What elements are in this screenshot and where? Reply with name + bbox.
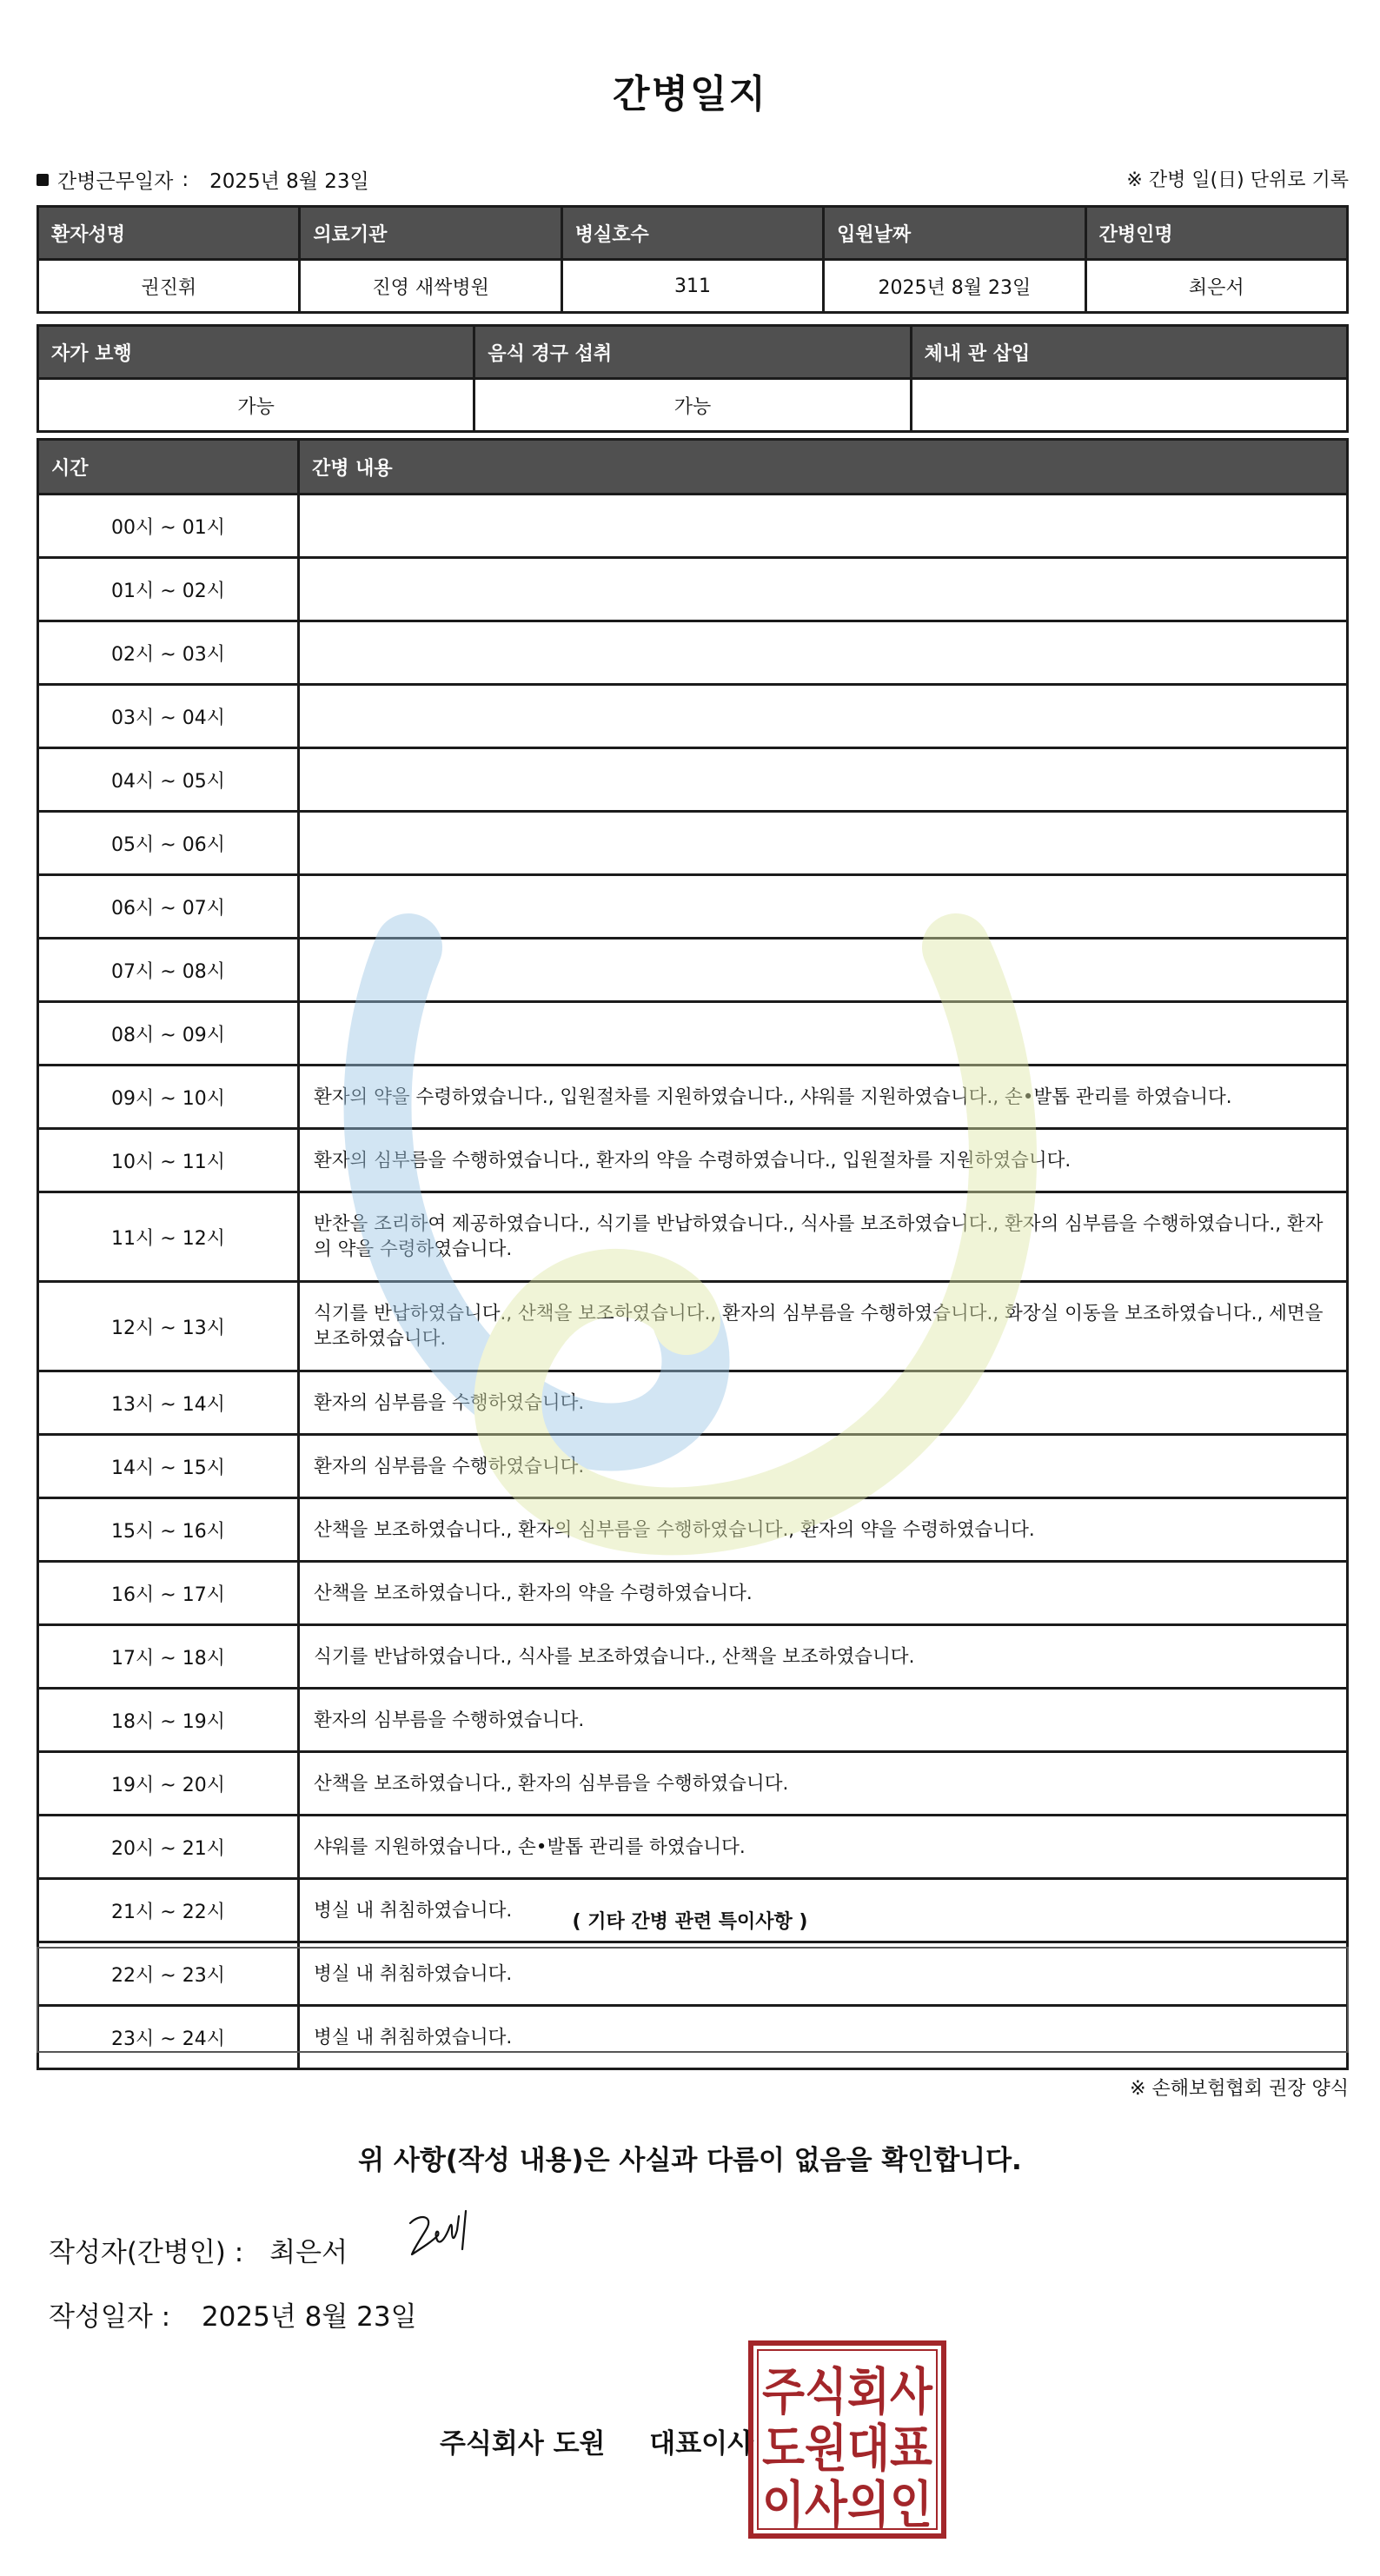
table-row bbox=[38, 1625, 1348, 1689]
header-room-number: 병실호수 bbox=[561, 207, 823, 260]
time-cell: 01시 ~ 02시 bbox=[38, 558, 299, 621]
tube-insertion-value bbox=[911, 379, 1347, 432]
content-cell: 산책을 보조하였습니다., 환자의 심부름을 수행하였습니다., 환자의 약을 수령하였습니다. bbox=[299, 1498, 1348, 1562]
header-care-content: 간병 내용 bbox=[299, 440, 1348, 495]
seal-line-2: 도원대표 bbox=[762, 2419, 932, 2478]
table-row bbox=[38, 1282, 1348, 1371]
notes-title: ( 기타 간병 관련 특이사항 ) bbox=[572, 1911, 808, 1933]
content-cell bbox=[299, 748, 1348, 812]
time-cell: 08시 ~ 09시 bbox=[38, 1002, 299, 1066]
writer-line bbox=[49, 2230, 348, 2269]
content-cell bbox=[299, 495, 1348, 558]
patient-info-value-row bbox=[38, 260, 1348, 313]
header-admission-date: 입원날짜 bbox=[824, 207, 1085, 260]
caregiver-name-value: 최은서 bbox=[1085, 260, 1347, 313]
table-row bbox=[38, 1816, 1348, 1879]
time-cell: 13시 ~ 14시 bbox=[38, 1371, 299, 1435]
time-cell: 16시 ~ 17시 bbox=[38, 1562, 299, 1625]
content-cell: 환자의 심부름을 수행하였습니다. bbox=[299, 1371, 1348, 1435]
hospital-value: 진영 새싹병원 bbox=[300, 260, 561, 313]
care-log-header-row bbox=[38, 440, 1348, 495]
company-representative: 대표이사 bbox=[649, 2428, 754, 2460]
time-cell: 11시 ~ 12시 bbox=[38, 1192, 299, 1282]
time-cell: 18시 ~ 19시 bbox=[38, 1689, 299, 1752]
writer-label: 작성자(간병인) : bbox=[49, 2237, 244, 2268]
content-cell bbox=[299, 812, 1348, 875]
table-row bbox=[38, 1129, 1348, 1192]
time-cell: 12시 ~ 13시 bbox=[38, 1282, 299, 1371]
content-cell: 환자의 심부름을 수행하였습니다. bbox=[299, 1689, 1348, 1752]
content-cell: 환자의 심부름을 수행하였습니다., 환자의 약을 수령하였습니다., 입원절차를 지원하였습니다. bbox=[299, 1129, 1348, 1192]
seal-line-3: 이사의인 bbox=[762, 2475, 932, 2534]
patient-info-table bbox=[36, 205, 1349, 314]
seal-line-1: 주식회사 bbox=[762, 2362, 933, 2421]
table-row bbox=[38, 1192, 1348, 1282]
time-cell: 04시 ~ 05시 bbox=[38, 748, 299, 812]
content-cell bbox=[299, 939, 1348, 1002]
table-row bbox=[38, 1066, 1348, 1129]
time-cell: 05시 ~ 06시 bbox=[38, 812, 299, 875]
table-row bbox=[38, 1002, 1348, 1066]
table-row bbox=[38, 812, 1348, 875]
unit-note: ※ 간병 일(日) 단위로 기록 bbox=[1126, 169, 1349, 191]
patient-status-table bbox=[36, 324, 1349, 433]
signature-icon bbox=[405, 2204, 492, 2265]
bullet-square-icon bbox=[36, 174, 49, 186]
table-row bbox=[38, 621, 1348, 685]
company-seal-icon bbox=[747, 2340, 947, 2539]
work-date-value: 2025년 8월 23일 bbox=[209, 170, 369, 193]
time-cell: 22시 ~ 23시 bbox=[38, 1942, 299, 2006]
content-cell bbox=[299, 685, 1348, 748]
table-row bbox=[38, 1371, 1348, 1435]
content-cell: 환자의 약을 수령하였습니다., 입원절차를 지원하였습니다., 샤워를 지원하였습니다., 손•발톱 관리를 하였습니다. bbox=[299, 1066, 1348, 1129]
work-date-separator: : bbox=[182, 168, 189, 191]
work-date-line bbox=[36, 165, 369, 194]
admission-date-value: 2025년 8월 23일 bbox=[824, 260, 1085, 313]
content-cell: 산책을 보조하였습니다., 환자의 약을 수령하였습니다. bbox=[299, 1562, 1348, 1625]
table-row bbox=[38, 1689, 1348, 1752]
header-tube-insertion: 체내 관 삽입 bbox=[911, 326, 1347, 379]
company-name: 주식회사 도원 bbox=[440, 2428, 606, 2460]
page-title: 간병일지 bbox=[612, 72, 767, 116]
content-cell: 반찬을 조리하여 제공하였습니다., 식기를 반납하였습니다., 식사를 보조하였습니다., 환자의 심부름을 수행하였습니다., 환자의 약을 수령하였습니다. bbox=[299, 1192, 1348, 1282]
table-row bbox=[38, 685, 1348, 748]
table-row bbox=[38, 875, 1348, 939]
content-cell: 산책을 보조하였습니다., 환자의 심부름을 수행하였습니다. bbox=[299, 1752, 1348, 1816]
room-number-value: 311 bbox=[561, 260, 823, 313]
written-date-value: 2025년 8월 23일 bbox=[201, 2301, 417, 2333]
header-patient-name: 환자성명 bbox=[38, 207, 300, 260]
patient-name-value: 권진휘 bbox=[38, 260, 300, 313]
time-cell: 02시 ~ 03시 bbox=[38, 621, 299, 685]
oral-intake-value: 가능 bbox=[474, 379, 911, 432]
content-cell: 병실 내 취침하였습니다. bbox=[299, 2006, 1348, 2069]
status-value-row bbox=[38, 379, 1348, 432]
time-cell: 07시 ~ 08시 bbox=[38, 939, 299, 1002]
header-oral-intake: 음식 경구 섭취 bbox=[474, 326, 911, 379]
care-log-table bbox=[36, 438, 1349, 2070]
time-cell: 15시 ~ 16시 bbox=[38, 1498, 299, 1562]
header-time: 시간 bbox=[38, 440, 299, 495]
time-cell: 21시 ~ 22시 bbox=[38, 1879, 299, 1942]
content-cell bbox=[299, 1002, 1348, 1066]
confirmation-statement: 위 사항(작성 내용)은 사실과 다름이 없음을 확인합니다. bbox=[358, 2145, 1022, 2176]
time-cell: 09시 ~ 10시 bbox=[38, 1066, 299, 1129]
company-line bbox=[440, 2421, 753, 2460]
content-cell: 병실 내 취침하였습니다. bbox=[299, 1879, 1348, 1942]
table-row bbox=[38, 1498, 1348, 1562]
time-cell: 19시 ~ 20시 bbox=[38, 1752, 299, 1816]
header-caregiver-name: 간병인명 bbox=[1085, 207, 1347, 260]
special-notes-box bbox=[36, 1947, 1349, 2053]
content-cell: 샤워를 지원하였습니다., 손•발톱 관리를 하였습니다. bbox=[299, 1816, 1348, 1879]
table-row bbox=[38, 558, 1348, 621]
time-cell: 10시 ~ 11시 bbox=[38, 1129, 299, 1192]
table-row bbox=[38, 748, 1348, 812]
patient-info-header-row bbox=[38, 207, 1348, 260]
time-cell: 17시 ~ 18시 bbox=[38, 1625, 299, 1689]
header-self-walking: 자가 보행 bbox=[38, 326, 474, 379]
content-cell: 식기를 반납하였습니다., 산책을 보조하였습니다., 환자의 심부름을 수행하였습니다., 화장실 이동을 보조하였습니다., 세면을 보조하였습니다. bbox=[299, 1282, 1348, 1371]
source-note: ※ 손해보험협회 권장 양식 bbox=[1130, 2078, 1349, 2100]
status-header-row bbox=[38, 326, 1348, 379]
time-cell: 20시 ~ 21시 bbox=[38, 1816, 299, 1879]
work-date-label: 간병근무일자 bbox=[57, 170, 174, 193]
table-row bbox=[38, 1435, 1348, 1498]
time-cell: 00시 ~ 01시 bbox=[38, 495, 299, 558]
content-cell: 환자의 심부름을 수행하였습니다. bbox=[299, 1435, 1348, 1498]
time-cell: 06시 ~ 07시 bbox=[38, 875, 299, 939]
content-cell: 병실 내 취침하였습니다. bbox=[299, 1942, 1348, 2006]
written-date-label: 작성일자 : bbox=[49, 2301, 171, 2333]
content-cell bbox=[299, 621, 1348, 685]
time-cell: 23시 ~ 24시 bbox=[38, 2006, 299, 2069]
writer-name: 최은서 bbox=[269, 2237, 348, 2268]
table-row bbox=[38, 495, 1348, 558]
self-walking-value: 가능 bbox=[38, 379, 474, 432]
content-cell bbox=[299, 558, 1348, 621]
table-row bbox=[38, 1752, 1348, 1816]
time-cell: 14시 ~ 15시 bbox=[38, 1435, 299, 1498]
content-cell bbox=[299, 875, 1348, 939]
header-hospital: 의료기관 bbox=[300, 207, 561, 260]
written-date-line bbox=[49, 2294, 417, 2334]
table-row bbox=[38, 939, 1348, 1002]
time-cell: 03시 ~ 04시 bbox=[38, 685, 299, 748]
table-row bbox=[38, 1562, 1348, 1625]
content-cell: 식기를 반납하였습니다., 식사를 보조하였습니다., 산책을 보조하였습니다. bbox=[299, 1625, 1348, 1689]
